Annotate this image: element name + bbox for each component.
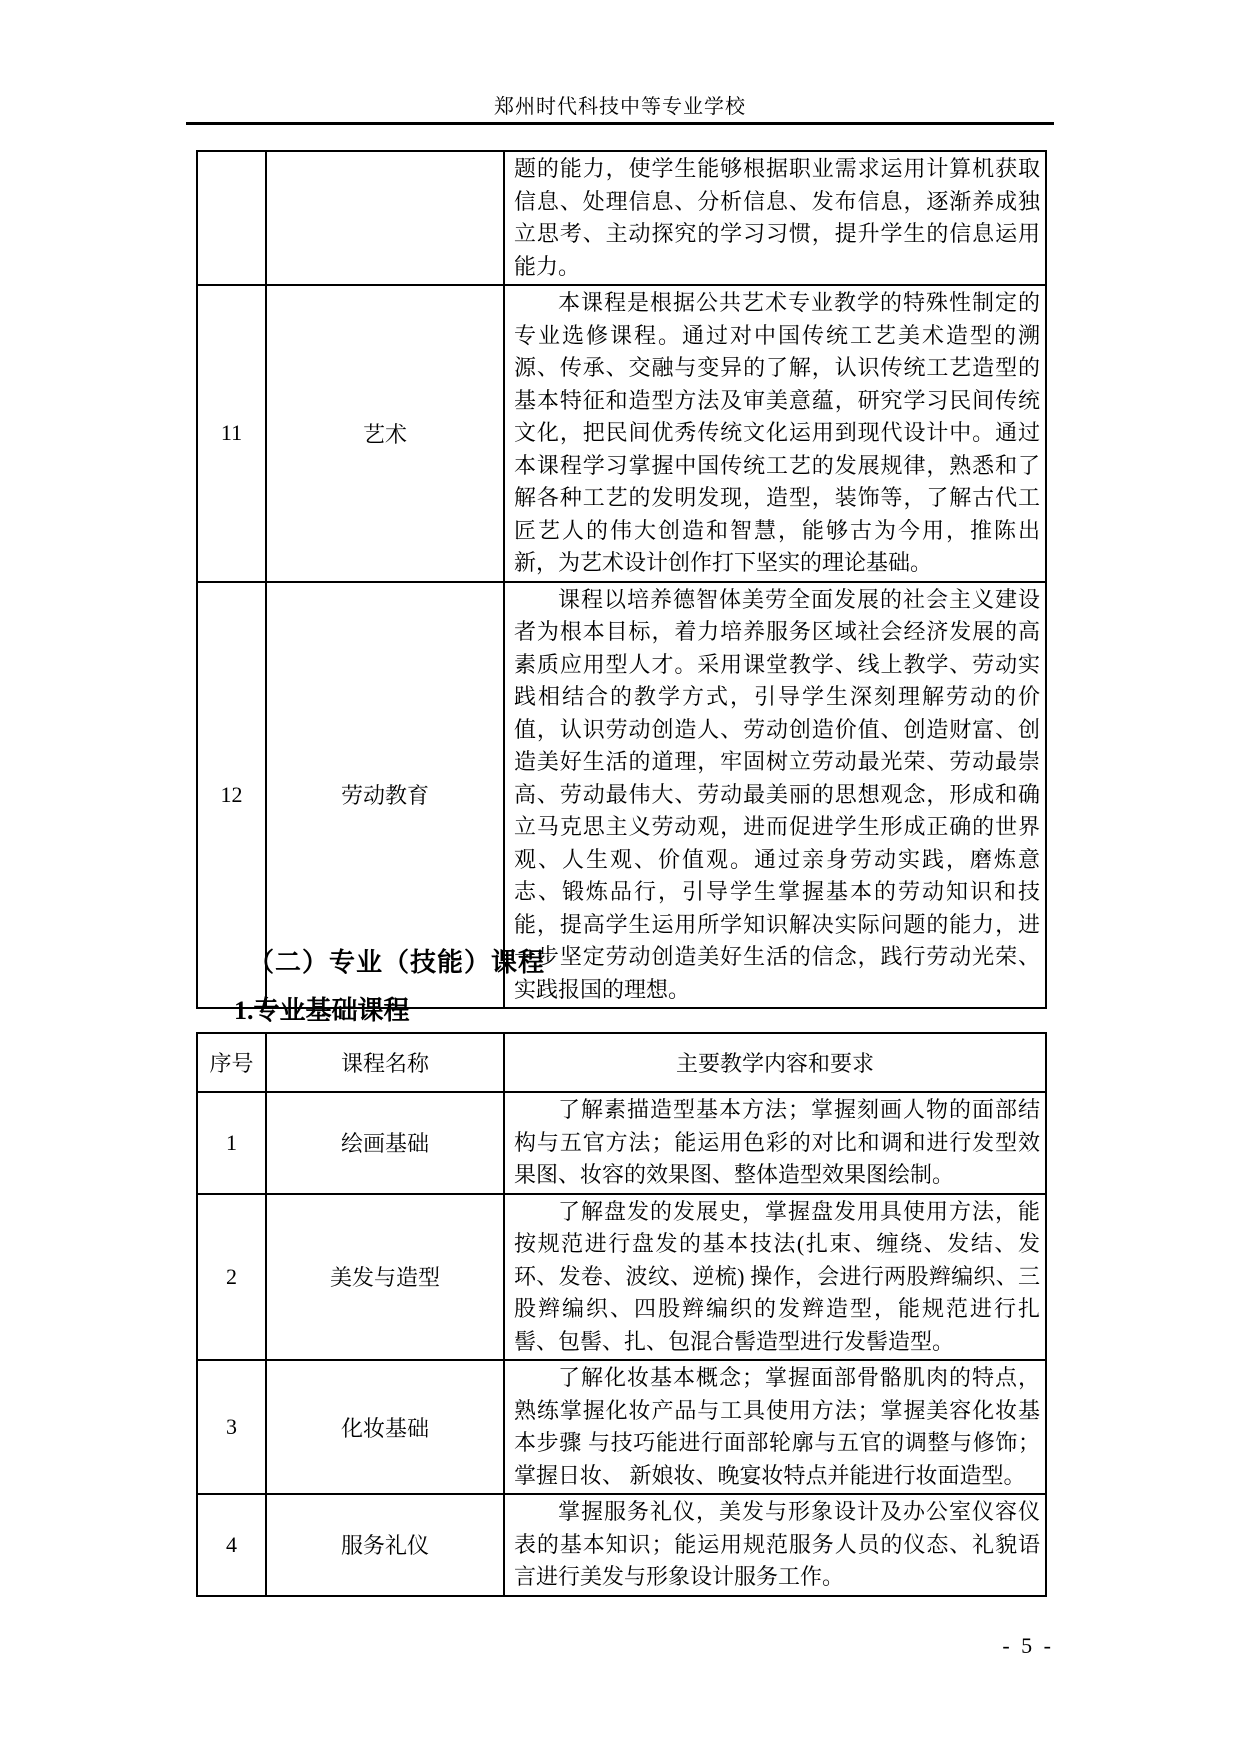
table-row	[197, 1360, 1046, 1494]
course-content-cell: 本课程是根据公共艺术专业教学的特殊性制定的专业选修课程。通过对中国传统工艺美术造型的溯源、传承、交融与变异的了解，认识传统工艺造型的基本特征和造型方法及审美意蕴，研究学习民间传统文化，把民间优秀传统文化运用到现代设计中。通过本课程学习掌握中国传统工艺的发展规律，熟悉和了解各种工艺的发明发现，造型，装饰等，了解古代工匠艺人的伟大创造和智慧，能够古为今用，推陈出新，为艺术设计创作打下坚实的理论基础。	[504, 285, 1046, 582]
table-row	[197, 151, 1046, 285]
table-row	[197, 285, 1046, 582]
column-header-no: 序号	[197, 1033, 266, 1092]
course-name-cell: 绘画基础	[266, 1092, 504, 1194]
row-number-cell: 1	[197, 1092, 266, 1194]
column-header-name: 课程名称	[266, 1033, 504, 1092]
course-content-cell: 了解素描造型基本方法；掌握刻画人物的面部结构与五官方法；能运用色彩的对比和调和进行发型效果图、妆容的效果图、整体造型效果图绘制。	[504, 1092, 1046, 1194]
table-row	[197, 1194, 1046, 1361]
course-name-cell: 劳动教育	[266, 582, 504, 1009]
course-name-cell: 化妆基础	[266, 1360, 504, 1494]
course-content-cell: 课程以培养德智体美劳全面发展的社会主义建设者为根本目标，着力培养服务区域社会经济发展的高素质应用型人才。采用课堂教学、线上教学、劳动实践相结合的教学方式，引导学生深刻理解劳动的价值，认识劳动创造人、劳动创造价值、创造财富、创造美好生活的道理，牢固树立劳动最光荣、劳动最崇高、劳动最伟大、劳动最美丽的思想观念，形成和确立马克思主义劳动观，进而促进学生形成正确的世界观、人生观、价值观。通过亲身劳动实践，磨炼意志、锻炼品行，引导学生掌握基本的劳动知识和技能，提高学生运用所学知识解决实际问题的能力，进一步坚定劳动创造美好生活的信念，践行劳动光荣、实践报国的理想。	[504, 582, 1046, 1009]
row-number-cell: 11	[197, 285, 266, 582]
course-content-cell: 了解盘发的发展史，掌握盘发用具使用方法，能按规范进行盘发的基本技法(扎束、缠绕、发结、发环、发卷、波纹、逆梳) 操作，会进行两股辫编织、三股辫编织、四股辫编织的发辫造型，能规范进行扎髻、包髻、扎、包混合髻造型进行发髻造型。	[504, 1194, 1046, 1361]
table-row	[197, 1494, 1046, 1596]
row-number-cell	[197, 151, 266, 285]
course-name-cell: 艺术	[266, 285, 504, 582]
subsection-heading: 1.专业基础课程	[234, 996, 410, 1025]
course-content-cell: 了解化妆基本概念；掌握面部骨骼肌肉的特点，熟练掌握化妆产品与工具使用方法；掌握美容化妆基本步骤 与技巧能进行面部轮廓与五官的调整与修饰；掌握日妆、 新娘妆、晚宴妆特点并能进行妆面造型。	[504, 1360, 1046, 1494]
course-content-cell: 掌握服务礼仪，美发与形象设计及办公室仪容仪表的基本知识；能运用规范服务人员的仪态、礼貌语言进行美发与形象设计服务工作。	[504, 1494, 1046, 1596]
course-name-cell: 美发与造型	[266, 1194, 504, 1361]
table-header-row	[197, 1033, 1046, 1092]
page-header-title: 郑州时代科技中等专业学校	[494, 96, 746, 118]
row-number-cell: 2	[197, 1194, 266, 1361]
column-header-content: 主要教学内容和要求	[504, 1033, 1046, 1092]
table-row	[197, 1092, 1046, 1194]
row-number-cell: 3	[197, 1360, 266, 1494]
course-name-cell: 服务礼仪	[266, 1494, 504, 1596]
course-content-cell: 题的能力，使学生能够根据职业需求运用计算机获取信息、处理信息、分析信息、发布信息，逐渐养成独立思考、主动探究的学习习惯，提升学生的信息运用能力。	[504, 151, 1046, 285]
course-name-cell	[266, 151, 504, 285]
page-number: - 5 -	[1002, 1633, 1054, 1658]
row-number-cell: 4	[197, 1494, 266, 1596]
basic-courses-table	[196, 1032, 1047, 1597]
row-number-cell: 12	[197, 582, 266, 1009]
public-courses-table	[196, 150, 1047, 1009]
section-heading: （二）专业（技能）课程	[248, 948, 546, 977]
header-rule	[186, 122, 1054, 125]
